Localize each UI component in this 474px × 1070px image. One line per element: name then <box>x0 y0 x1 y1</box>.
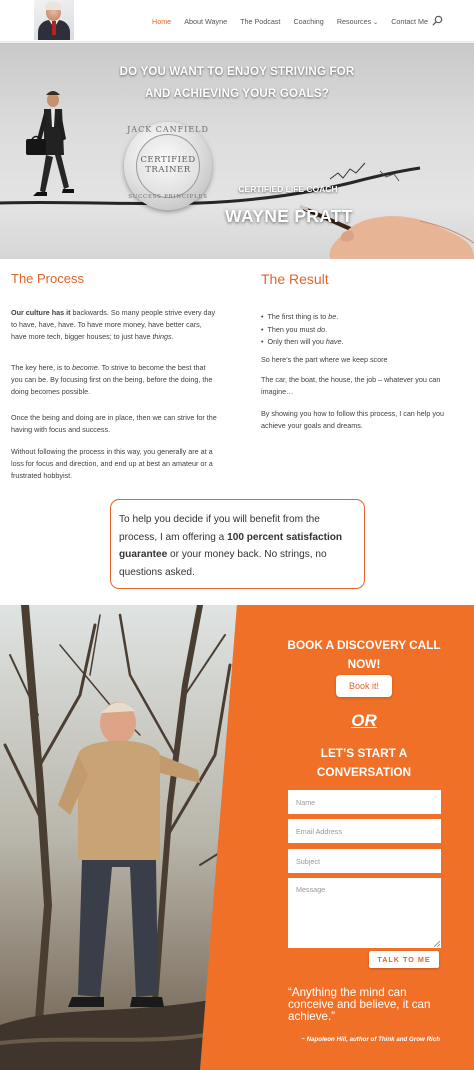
guarantee-text-a: To help you decide if you will benefit from the process, I am offering a <box>119 514 320 543</box>
nav-resources[interactable] <box>337 17 378 26</box>
result-bullet-1 <box>261 311 343 324</box>
nav-resources-label: Resources <box>336 16 372 26</box>
site-header <box>0 0 474 42</box>
seal-top-text: JACK CANFIELD <box>127 125 209 134</box>
process-p1-end: . <box>171 332 174 342</box>
process-p1-rest: backwards. So many people strive every day to have, have, have. To have more money, have better cars, have more tech, bigger houses; to just have <box>11 308 216 342</box>
email-input[interactable]: Email Address <box>288 819 441 843</box>
hero-headline-line2: AND ACHIEVING YOUR GOALS? <box>145 88 329 100</box>
process-paragraph-3: Once the being and doing are in place, then we can strive for the having with focus and success. <box>11 413 217 435</box>
or-divider: OR <box>351 711 377 730</box>
result-heading: The Result <box>261 271 329 287</box>
nav-the-podcast[interactable]: The Podcast <box>240 16 281 26</box>
message-textarea[interactable]: Message <box>288 878 441 948</box>
logo-portrait[interactable] <box>34 0 74 40</box>
businessman-figure <box>26 91 74 196</box>
quote-attribution: ~ Napoleon Hill, author of Think and Grow Rich <box>301 1036 440 1043</box>
certified-trainer-seal <box>124 122 212 210</box>
logo-hair <box>45 2 62 10</box>
hero-banner <box>0 43 474 259</box>
name-input[interactable]: Name <box>288 790 441 814</box>
resize-handle-icon[interactable] <box>434 941 440 947</box>
result-b2-text: Then you must <box>267 324 318 334</box>
search-icon[interactable] <box>432 15 443 26</box>
process-p2-b: . To strive to become the best that you can be. By focusing first on the being, before the doing, the doing becomes possible. <box>11 363 213 397</box>
process-p1-italic: things <box>152 332 172 342</box>
guarantee-text-b: or your money back. No strings, no questions asked. <box>119 549 327 578</box>
nav-home[interactable]: Home <box>152 16 172 26</box>
result-b2-end: . <box>325 324 328 334</box>
nav-about-wayne[interactable]: About Wayne <box>184 16 228 26</box>
seal-middle-text <box>124 155 212 175</box>
result-paragraph-1: So here’s the part where we keep score <box>261 355 388 364</box>
result-bullet-2 <box>261 324 343 337</box>
process-heading: The Process <box>11 271 84 286</box>
result-bullet-list <box>261 311 343 349</box>
hero-headline-line1: DO YOU WANT TO ENJOY STRIVING FOR <box>119 66 355 78</box>
hero-subtitle: CERTIFIED LIFE COACH <box>238 184 338 194</box>
result-b3-text: Only then will you <box>267 337 326 346</box>
hero-name: WAYNE PRATT <box>225 206 353 226</box>
process-p2-a: The key here, is to <box>11 363 73 372</box>
result-b3-end: . <box>341 337 344 346</box>
nav-contact-me[interactable]: Contact Me <box>391 16 428 26</box>
result-paragraph-2: The car, the boat, the house, the job – whatever you can imagine… <box>261 375 441 397</box>
subject-input[interactable]: Subject <box>288 849 441 873</box>
result-b1-text: The first thing is to <box>267 312 329 321</box>
result-b1-end: . <box>336 312 339 321</box>
result-bullet-3 <box>261 336 343 349</box>
seal-bottom-text: SUCCESS PRINCIPLES <box>128 194 208 200</box>
logo-tie <box>52 21 56 35</box>
start-conversation-title: LET’S START A CONVERSATION <box>316 746 412 779</box>
process-paragraph-2 <box>11 362 219 399</box>
result-b3-italic: have <box>325 337 342 346</box>
process-p1-bold: Our culture has it <box>11 308 71 317</box>
seal-certified: CERTIFIED <box>140 155 196 165</box>
book-it-button[interactable]: Book it! <box>336 675 392 697</box>
crack-scribble <box>330 163 365 179</box>
guarantee-bold: 100 percent satisfaction guarantee <box>119 531 343 560</box>
guarantee-box <box>110 499 365 589</box>
result-b2-italic: do <box>317 324 326 334</box>
process-paragraph-1 <box>11 307 219 344</box>
talk-to-me-button[interactable]: TALK TO ME <box>369 951 439 968</box>
chevron-down-icon: ⌄ <box>373 19 379 26</box>
process-paragraph-4: Without following the process in this way, you generally are at a loss for focus and direction, and end up at best an amateur or a frustrated hobbyist. <box>11 447 213 481</box>
book-discovery-title: BOOK A DISCOVERY CALL NOW! <box>287 638 441 671</box>
process-p2-italic: become <box>72 363 98 372</box>
result-paragraph-3: By showing you how to follow this process, I can help you achieve your goals and dreams. <box>261 409 444 431</box>
nav-coaching[interactable]: Coaching <box>293 16 324 26</box>
seal-trainer: TRAINER <box>145 165 191 175</box>
main-nav <box>152 15 441 27</box>
result-b1-italic: be <box>328 312 337 321</box>
napoleon-hill-quote: “Anything the mind can conceive and believe, it can achieve.” <box>288 986 431 1023</box>
